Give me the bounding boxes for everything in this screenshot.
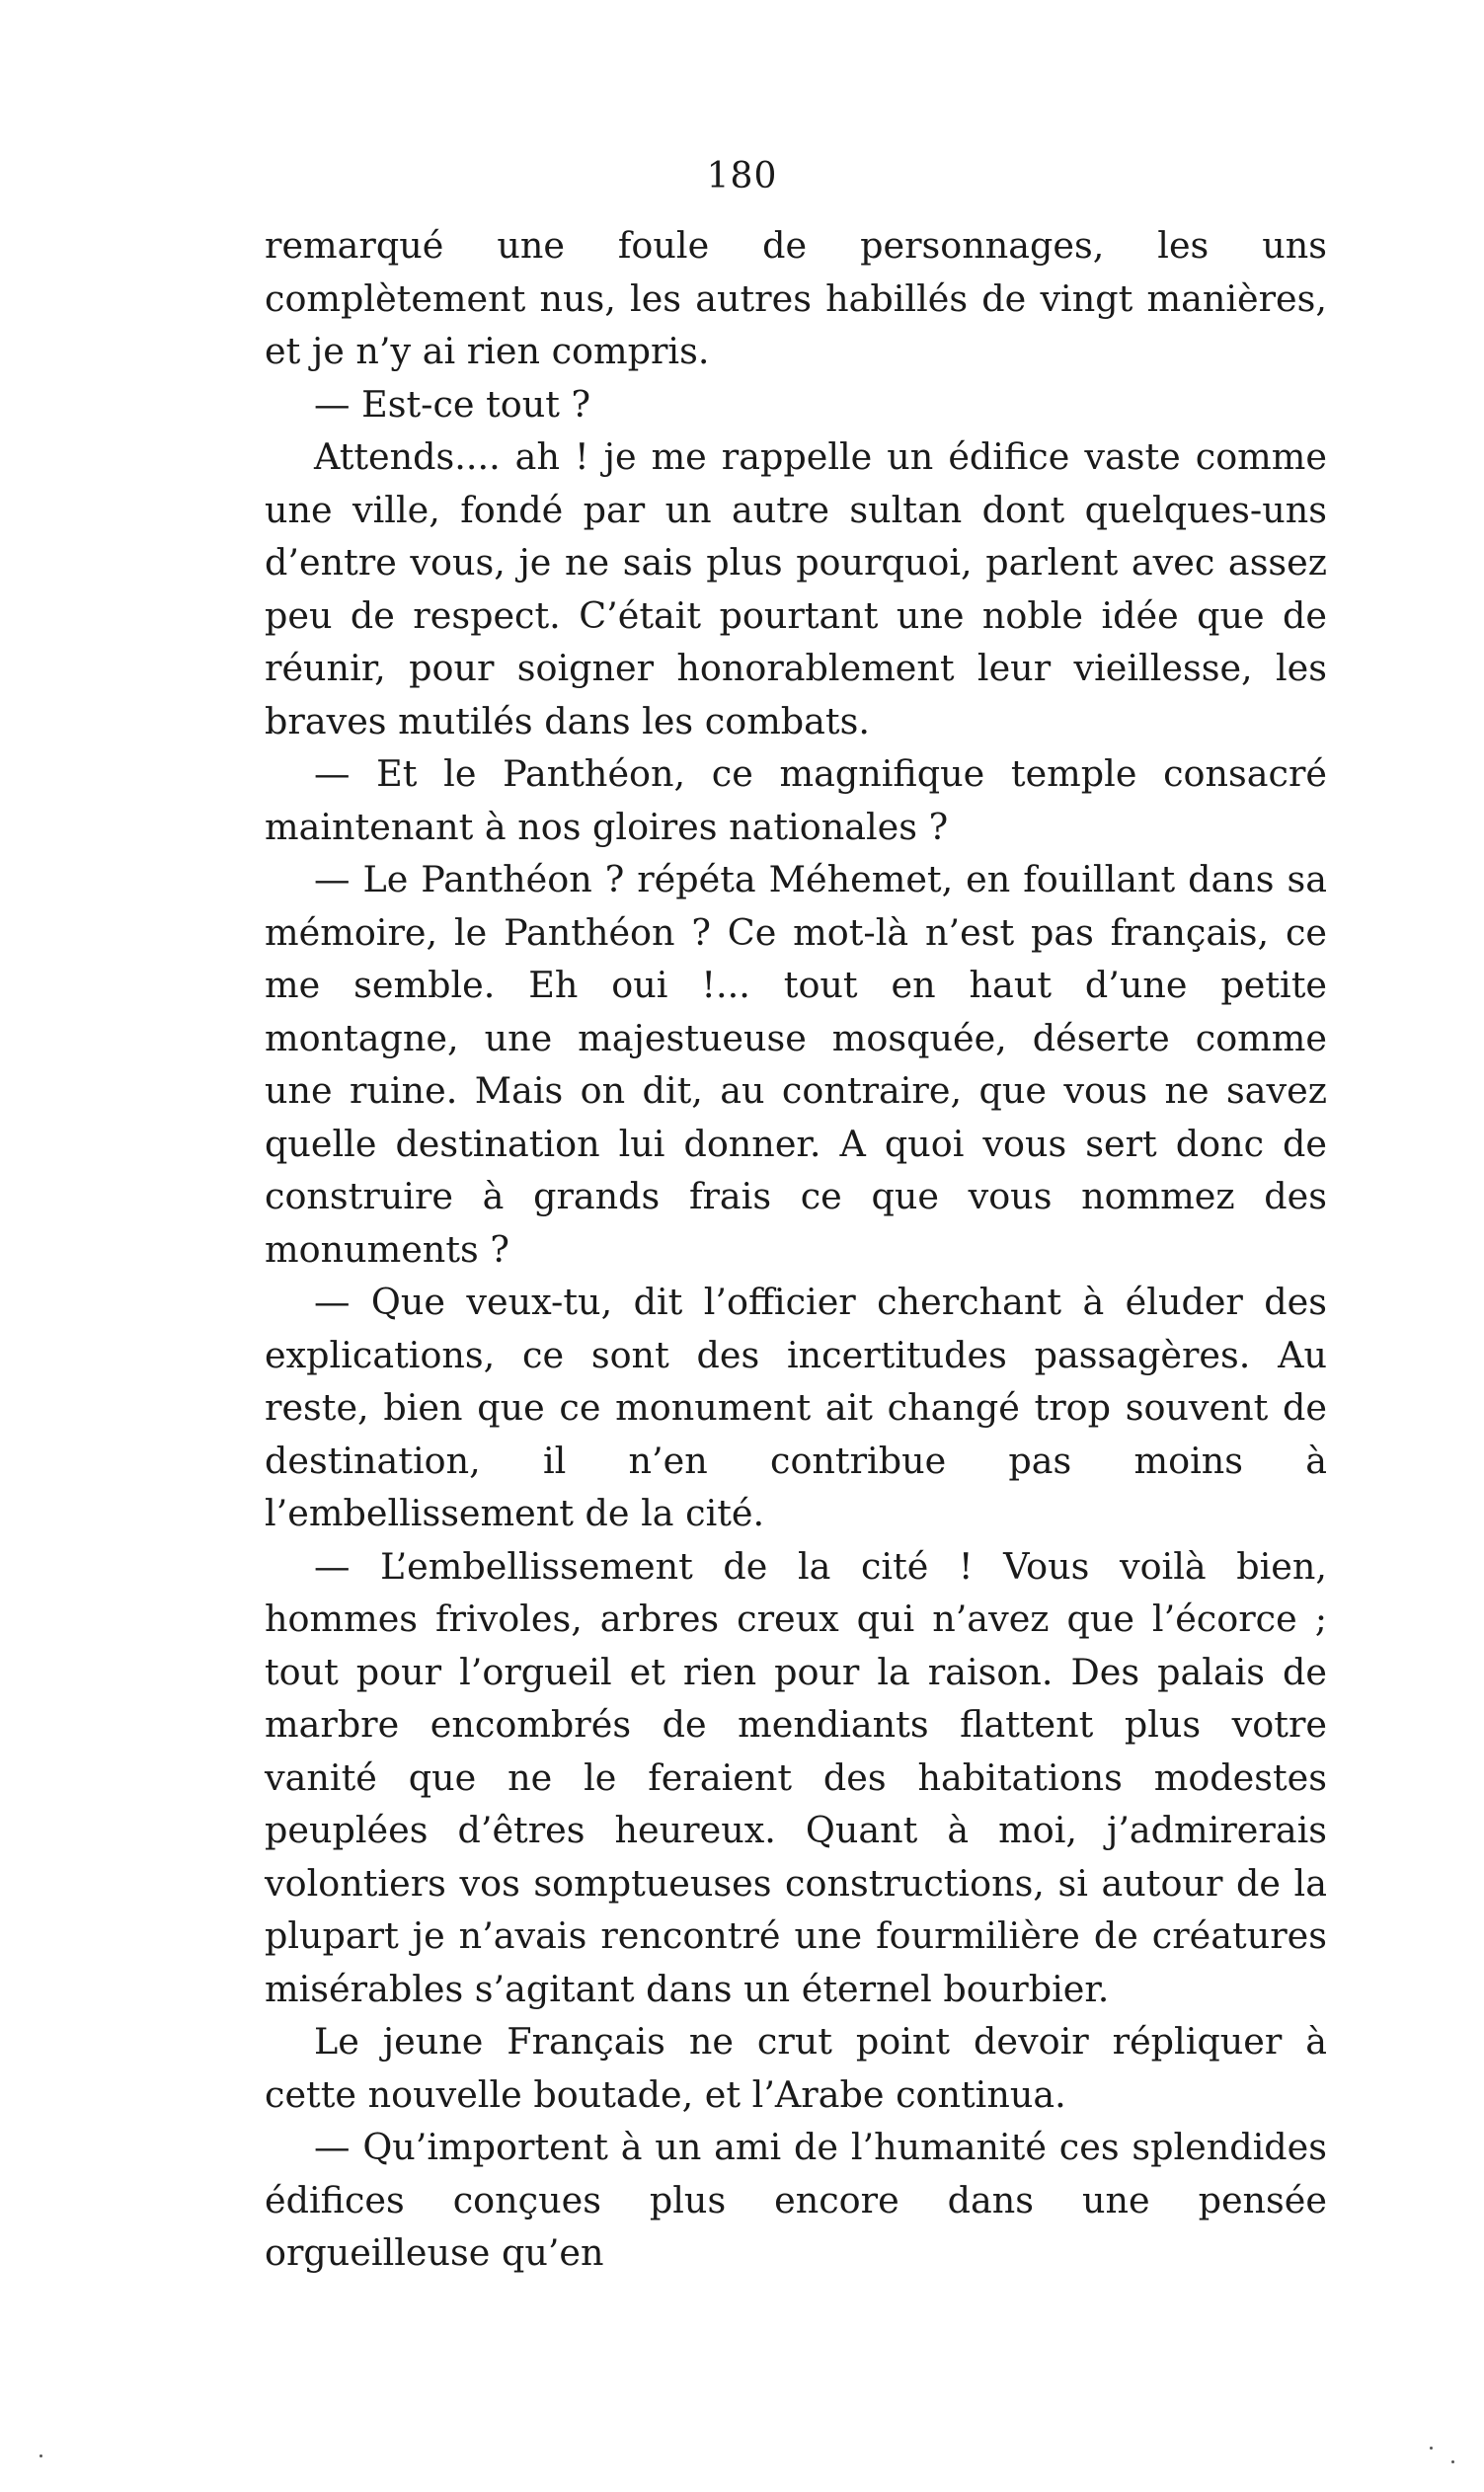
scan-speck	[1451, 2460, 1454, 2463]
paragraph: — Qu’importent à un ami de l’humanité ces splendides édifices conçues plus encore dans une pensée orgueilleuse qu’en	[265, 2126, 1327, 2274]
page-number: 180	[706, 156, 778, 196]
paragraph: Attends.... ah ! je me rappelle un édifice vaste comme une ville, fondé par un autre sultan dont quelques-uns d’entre vous, je ne sais plus pourquoi, parlent avec assez peu de respect. C’était pourtant une noble idée que de réunir, pour soigner honorablement leur vieillesse, les braves mutilés dans les combats.	[265, 435, 1327, 742]
scan-speck	[1430, 2447, 1433, 2450]
paragraph: Le jeune Français ne crut point devoir répliquer à cette nouvelle boutade, et l’Arabe continua.	[265, 2020, 1327, 2116]
paragraph: — Le Panthéon ? répéta Méhemet, en fouillant dans sa mémoire, le Panthéon ? Ce mot-là n’est pas français, ce me semble. Eh oui !... tout en haut d’une petite montagne, une majestueuse mosquée, déserte comme une ruine. Mais on dit, au contraire, que vous ne savez quelle destination lui donner. A quoi vous sert donc de construire à grands frais ce que vous nommez des monuments ?	[265, 858, 1327, 1271]
body-text	[265, 219, 1327, 2280]
paragraph: remarqué une foule de personnages, les uns complètement nus, les autres habillés de vingt manières, et je n’y ai rien compris.	[265, 224, 1327, 372]
paragraph: — Et le Panthéon, ce magnifique temple consacré maintenant à nos gloires nationales ?	[265, 752, 1327, 848]
scan-speck	[39, 2454, 42, 2457]
paragraph: — Est-ce tout ?	[314, 382, 591, 426]
paragraph: — L’embellissement de la cité ! Vous voilà bien, hommes frivoles, arbres creux qui n’avez que l’écorce ; tout pour l’orgueil et rien pour la raison. Des palais de marbre encombrés de mendiants flattent plus votre vanité que ne le feraient des habitations modestes peuplées d’êtres heureux. Quant à moi, j’admirerais volontiers vos somptueuses constructions, si autour de la plupart je n’avais rencontré une fourmilière de créatures misérables s’agitant dans un éternel bourbier.	[265, 1544, 1327, 2010]
paragraph: — Que veux-tu, dit l’officier cherchant à éluder des explications, ce sont des incertitudes passagères. Au reste, bien que ce monument ait changé trop souvent de destination, il n’en contribue pas moins à l’embellissement de la cité.	[265, 1281, 1327, 1534]
